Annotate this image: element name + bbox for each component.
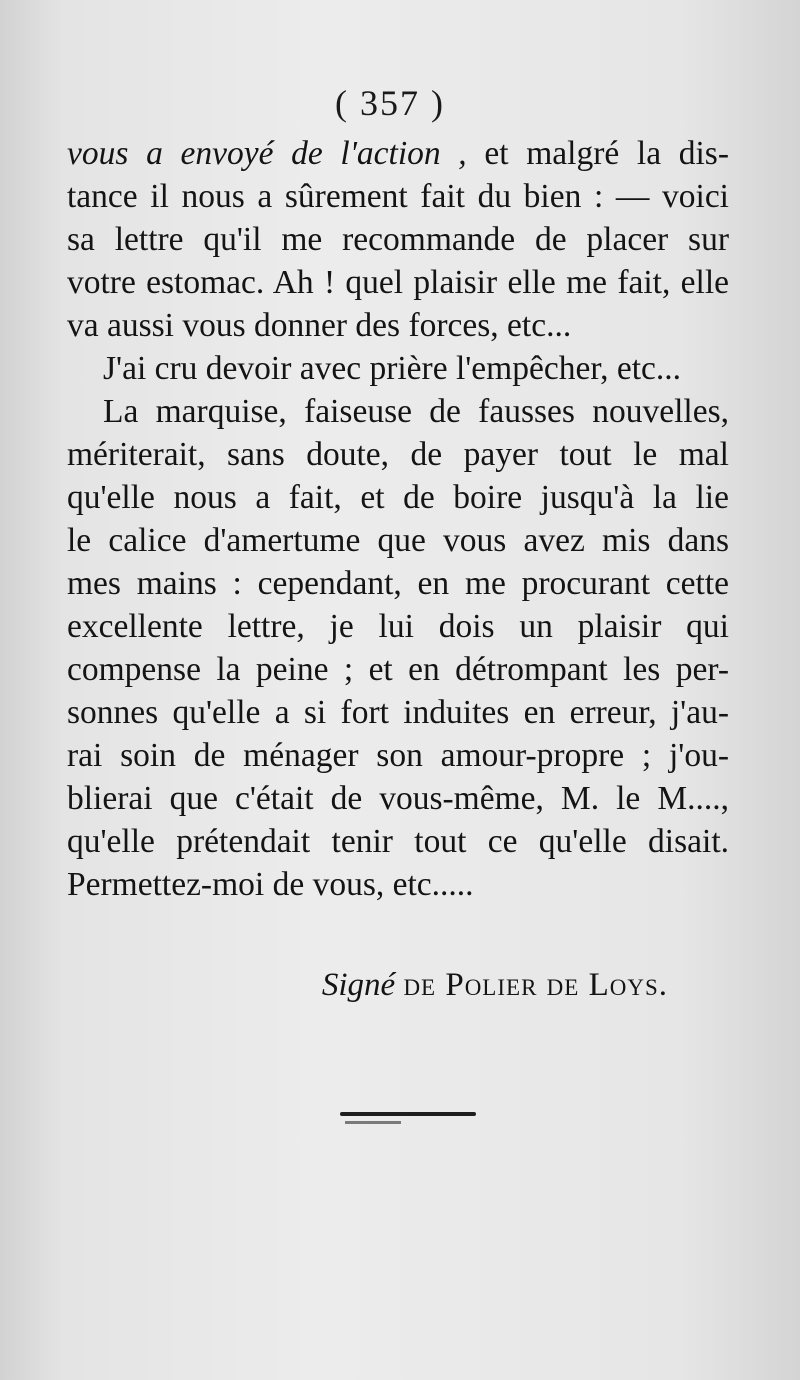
text-line-7: La marquise, faiseuse de fausses nouvelles,	[103, 393, 729, 430]
text-line-6: J'ai cru devoir avec prière l'empêcher, etc...	[103, 350, 682, 387]
text-line-4: votre estomac. Ah ! quel plaisir elle me fait, elle	[67, 264, 729, 301]
text-line-1: vous a envoyé de l'action , et malgré la dis-	[67, 135, 729, 172]
divider-flourish	[345, 1121, 401, 1124]
text-line-10: le calice d'amertume que vous avez mis dans	[67, 522, 729, 559]
signature-signe: Signé	[321, 967, 396, 1003]
page-number: ( 357 )	[335, 83, 445, 123]
text-line-17: qu'elle prétendait tenir tout ce qu'elle disait.	[67, 823, 729, 860]
text-line-9: qu'elle nous a fait, et de boire jusqu'à la lie	[67, 479, 729, 516]
signature-name: de Polier de Loys.	[403, 967, 668, 1003]
italic-phrase: vous a envoyé de l'action ,	[67, 135, 467, 172]
section-divider	[340, 1112, 476, 1116]
text-line-12: excellente lettre, je lui dois un plaisir qui	[67, 608, 729, 645]
letter-body	[67, 132, 729, 906]
signature	[0, 967, 668, 1004]
text-line-8: mériterait, sans doute, de payer tout le mal	[67, 436, 729, 473]
text-line-11: mes mains : cependant, en me procurant cette	[67, 565, 729, 602]
text-line-3: sa lettre qu'il me recommande de placer sur	[67, 221, 729, 258]
text-line-16: blierai que c'était de vous-même, M. le M....,	[67, 780, 729, 817]
text-line-5: va aussi vous donner des forces, etc...	[67, 307, 572, 344]
text-line-14: sonnes qu'elle a si fort induites en erreur, j'au-	[67, 694, 729, 731]
text-line-18: Permettez-moi de vous, etc.....	[67, 866, 474, 903]
text-line-13: compense la peine ; et en détrompant les per-	[67, 651, 729, 688]
text-line-15: rai soin de ménager son amour-propre ; j'ou-	[67, 737, 729, 774]
text-line-2: tance il nous a sûrement fait du bien : — voici	[67, 178, 729, 215]
